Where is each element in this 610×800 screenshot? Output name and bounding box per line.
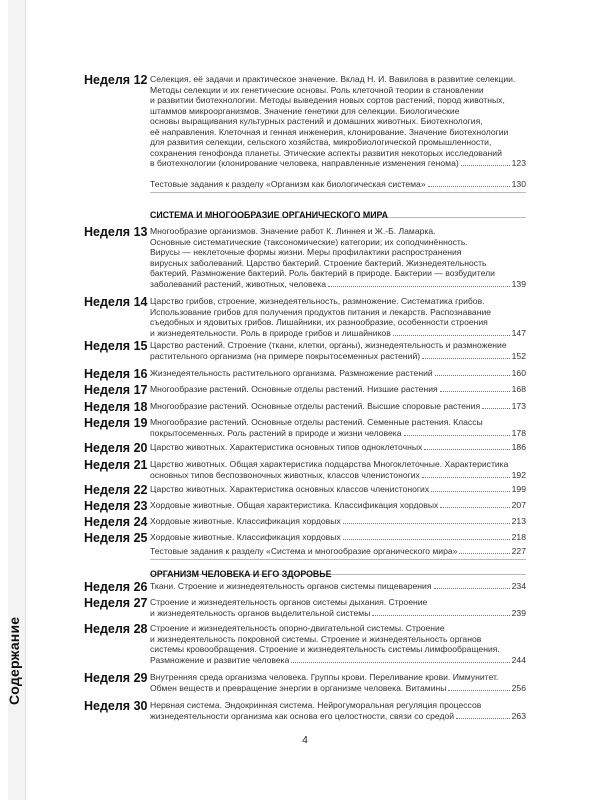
entry-line-text: Тестовые задания к разделу «Система и многообразие органического мира»	[150, 546, 458, 556]
entry-line-text: Обмен веществ и превращение энергии в организме человека. Витамины	[150, 682, 447, 693]
entry-line	[150, 711, 526, 722]
week-label: Неделя 18	[84, 400, 148, 414]
entry-text	[150, 484, 526, 495]
entry-text	[150, 597, 526, 618]
dot-leader	[434, 581, 510, 589]
entry-line-text: Многообразие растений. Основные отделы растений. Низшие растения	[150, 384, 438, 394]
dot-leader	[428, 179, 510, 187]
dot-leader	[424, 442, 509, 450]
dot-leader	[482, 401, 510, 409]
entry-line	[150, 351, 526, 362]
entry-text	[150, 340, 526, 361]
entry-text	[150, 417, 526, 438]
page-number: 4	[302, 735, 308, 746]
entry-line: сохранения генофонда планеты. Этические аспекты развития некоторых исследований	[150, 147, 502, 158]
dot-leader	[328, 279, 510, 287]
entry-line: Методы селекции и их генетические основы. Роль клеточной теории в становлении	[150, 84, 484, 95]
entry-line	[150, 179, 526, 190]
entry-line-text: Многообразие растений. Основные отделы растений. Высшие споровые растения	[150, 401, 481, 411]
section-heading: СИСТЕМА И МНОГООБРАЗИЕ ОРГАНИЧЕСКОГО МИРА	[150, 210, 388, 220]
page-ref: 139	[511, 278, 526, 289]
entry-line-text: и жизнедеятельность органов выделительной системы	[150, 607, 371, 618]
entry-line	[150, 470, 526, 481]
entry-line: Многообразие растений. Основные отделы растений. Семенные растения. Классы	[150, 417, 483, 427]
page-ref: 199	[511, 484, 526, 494]
week-label: Неделя 17	[84, 383, 148, 397]
entry-line: системы кровообращения. Строение и жизнедеятельность системы лимфообращения.	[150, 644, 500, 654]
entry-line: Царство животных. Общая характеристика подцарства Многоклеточные. Характеристика	[150, 459, 509, 469]
entry-text	[150, 672, 526, 693]
entry-line-text: заболеваний растений, животных, человека	[150, 278, 326, 289]
dot-leader	[404, 428, 510, 436]
entry-text	[150, 74, 526, 169]
page-ref: 147	[511, 327, 526, 338]
page-ref: 178	[511, 427, 526, 438]
page-ref: 207	[511, 500, 526, 510]
entry-line: и жизнедеятельность покровной системы. Строение и жизнедеятельность органов	[150, 633, 482, 644]
entry-line: штаммов микроорганизмов. Значение генетики для селекции. Биологические	[150, 105, 460, 116]
entry-text	[150, 516, 526, 527]
entry-line	[150, 428, 526, 439]
week-label: Неделя 22	[84, 483, 148, 497]
dot-leader	[448, 683, 509, 691]
entry-line-text: Хордовые животные. Классификация хордовых	[150, 516, 341, 526]
entry-text	[150, 384, 526, 395]
entry-line: для развития селекции, сельского хозяйства, микробиологической промышленности,	[150, 137, 492, 147]
week-label: Неделя 28	[84, 622, 148, 636]
dot-leader	[422, 470, 510, 478]
entry-line	[150, 500, 526, 511]
entry-line: основы выращивания культурных растений и домашних животных. Биотехнология,	[150, 116, 483, 126]
page-ref: 186	[511, 442, 526, 452]
page-ref: 130	[511, 179, 526, 189]
week-label: Неделя 15	[84, 339, 148, 353]
entry-line	[150, 516, 526, 527]
dot-leader	[343, 532, 510, 540]
page-ref: 152	[511, 350, 526, 361]
week-label: Неделя 21	[84, 458, 148, 472]
entry-text	[150, 226, 526, 289]
page-ref: 256	[511, 682, 526, 693]
entry-line: бактерий. Размножение бактерий. Роль бактерий в природе. Бактерии — возбудители	[150, 268, 495, 278]
dot-leader	[431, 484, 510, 492]
entry-line	[150, 401, 526, 412]
entry-line: её направления. Клеточная и генная инженерия, клонирование. Значение биотехнологии	[150, 126, 509, 137]
week-label: Неделя 14	[84, 295, 148, 309]
entry-text	[150, 296, 526, 338]
week-label: Неделя 27	[84, 596, 148, 610]
week-label: Неделя 30	[84, 699, 148, 713]
entry-text	[150, 368, 526, 379]
side-title: Содержание	[6, 616, 22, 705]
entry-line: Вирусы — неклеточные формы жизни. Меры профилактики распространения	[150, 247, 462, 257]
entry-text	[150, 459, 526, 480]
week-label: Неделя 16	[84, 367, 148, 381]
entry-line: и развитии биотехнологии. Методы выведения новых сортов растений, пород животных,	[150, 95, 505, 105]
entry-line-text: в биотехнологии (клонирование человека, направленные изменения генома)	[150, 158, 459, 168]
dot-leader	[393, 328, 510, 336]
dot-leader	[440, 384, 510, 392]
entry-line-text: растительного организма (на примере покрытосеменных растений)	[150, 350, 421, 361]
week-label: Неделя 24	[84, 515, 148, 529]
entry-text	[150, 532, 526, 543]
entry-line: Строение и жизнедеятельность опорно-двигательной системы. Строение	[150, 623, 445, 633]
week-label: Неделя 26	[84, 580, 148, 594]
entry-line: Царство растений. Строение (ткани, клетки, органы), жизнедеятельность и размножение	[150, 340, 507, 350]
entry-text	[150, 581, 526, 592]
entry-line: Использование грибов для получения продуктов питания и лекарств. Распознавание	[150, 306, 492, 317]
entry-line	[150, 484, 526, 495]
entry-line: Строение и жизнедеятельность органов системы дыхания. Строение	[150, 597, 428, 607]
entry-line: съедобных и ядовитых грибов. Лишайники, их разнообразие, особенности строения	[150, 317, 488, 327]
page-ref: 192	[511, 469, 526, 480]
entry-line-text: Хордовые животные. Классификация хордовых	[150, 532, 341, 542]
entry-line	[150, 532, 526, 543]
entry-line: Нервная система. Эндокринная система. Нейрогуморальная регуляция процессов	[150, 700, 482, 710]
page-ref: 123	[511, 158, 526, 168]
entry-line	[150, 608, 526, 619]
entry-line-text: Тестовые задания к разделу «Организм как биологическая система»	[150, 179, 426, 189]
dot-leader	[343, 516, 510, 524]
entry-line	[150, 158, 526, 169]
divider	[150, 192, 526, 193]
entry-text	[150, 442, 526, 453]
week-label: Неделя 19	[84, 416, 148, 430]
page-ref: 239	[511, 607, 526, 618]
entry-line	[150, 655, 526, 666]
page-ref: 263	[511, 710, 526, 721]
entry-line	[150, 442, 526, 453]
divider	[150, 559, 526, 560]
entry-line	[150, 279, 526, 290]
entry-line-text: покрытосеменных. Роль растений в природе и жизни человека	[150, 427, 402, 438]
dot-leader	[456, 711, 510, 719]
dot-leader	[291, 655, 509, 663]
entry-line: Основные систематические (таксономические) категории; их соподчинённость.	[150, 236, 468, 247]
entry-line	[150, 368, 526, 379]
dot-leader	[461, 158, 510, 166]
entry-line: Селекция, её задачи и практическое значение. Вклад Н. И. Вавилова в развитие селекции.	[150, 74, 516, 84]
entry-line-text: и жизнедеятельности. Роль в природе грибов и лишайников	[150, 327, 391, 338]
dot-leader	[459, 546, 509, 554]
entry-text	[150, 623, 526, 665]
dot-leader	[440, 500, 509, 508]
week-label: Неделя 12	[84, 73, 148, 87]
entry-line-text: Хордовые животные. Общая характеристика. Классификация хордовых	[150, 500, 439, 510]
entry-text	[150, 700, 526, 721]
week-label: Неделя 23	[84, 499, 148, 513]
entry-line-text: основных типов беспозвоночных животных, классов членистоногих	[150, 469, 420, 480]
page-ref: 234	[511, 581, 526, 591]
entry-line-text: Царство животных. Характеристика основных классов членистоногих	[150, 484, 430, 494]
entry-line: Внутренняя среда организма человека. Группы крови. Переливание крови. Иммунитет.	[150, 672, 499, 682]
dot-leader	[422, 351, 510, 359]
page-ref: 173	[511, 401, 526, 411]
week-label: Неделя 25	[84, 531, 148, 545]
entry-text	[150, 179, 526, 190]
entry-line-text: Размножение и развитие человека	[150, 654, 290, 665]
entry-line-text: Ткани. Строение и жизнедеятельность органов системы пищеварения	[150, 581, 432, 591]
section-heading: ОРГАНИЗМ ЧЕЛОВЕКА И ЕГО ЗДОРОВЬЕ	[150, 569, 332, 579]
page-ref: 218	[511, 532, 526, 542]
entry-line: вирусных заболеваний. Царство бактерий. Строение бактерий. Жизнедеятельность	[150, 257, 487, 268]
week-label: Неделя 13	[84, 225, 148, 239]
dot-leader	[435, 368, 510, 376]
week-label: Неделя 29	[84, 671, 148, 685]
entry-line	[150, 384, 526, 395]
entry-line: Многообразие организмов. Значение работ К. Линнея и Ж.-Б. Ламарка.	[150, 226, 436, 236]
entry-text	[150, 546, 526, 557]
entry-line	[150, 328, 526, 339]
entry-text	[150, 500, 526, 511]
entry-line	[150, 683, 526, 694]
page-ref: 168	[511, 384, 526, 394]
page-ref: 244	[511, 654, 526, 665]
entry-text	[150, 401, 526, 412]
page-ref: 213	[511, 516, 526, 526]
week-label: Неделя 20	[84, 441, 148, 455]
entry-line	[150, 546, 526, 557]
dot-leader	[372, 608, 509, 616]
entry-line-text: Царство животных. Характеристика основных типов одноклеточных	[150, 442, 423, 452]
entry-line	[150, 581, 526, 592]
page-ref: 160	[511, 368, 526, 378]
page-ref: 227	[511, 546, 526, 556]
entry-line-text: жизнедеятельности организма как основа его целостности, связи со средой	[150, 710, 455, 721]
entry-line: Царство грибов, строение, жизнедеятельность, размножение. Систематика грибов.	[150, 296, 485, 306]
entry-line-text: Жизнедеятельность растительного организма. Размножение растений	[150, 368, 433, 378]
